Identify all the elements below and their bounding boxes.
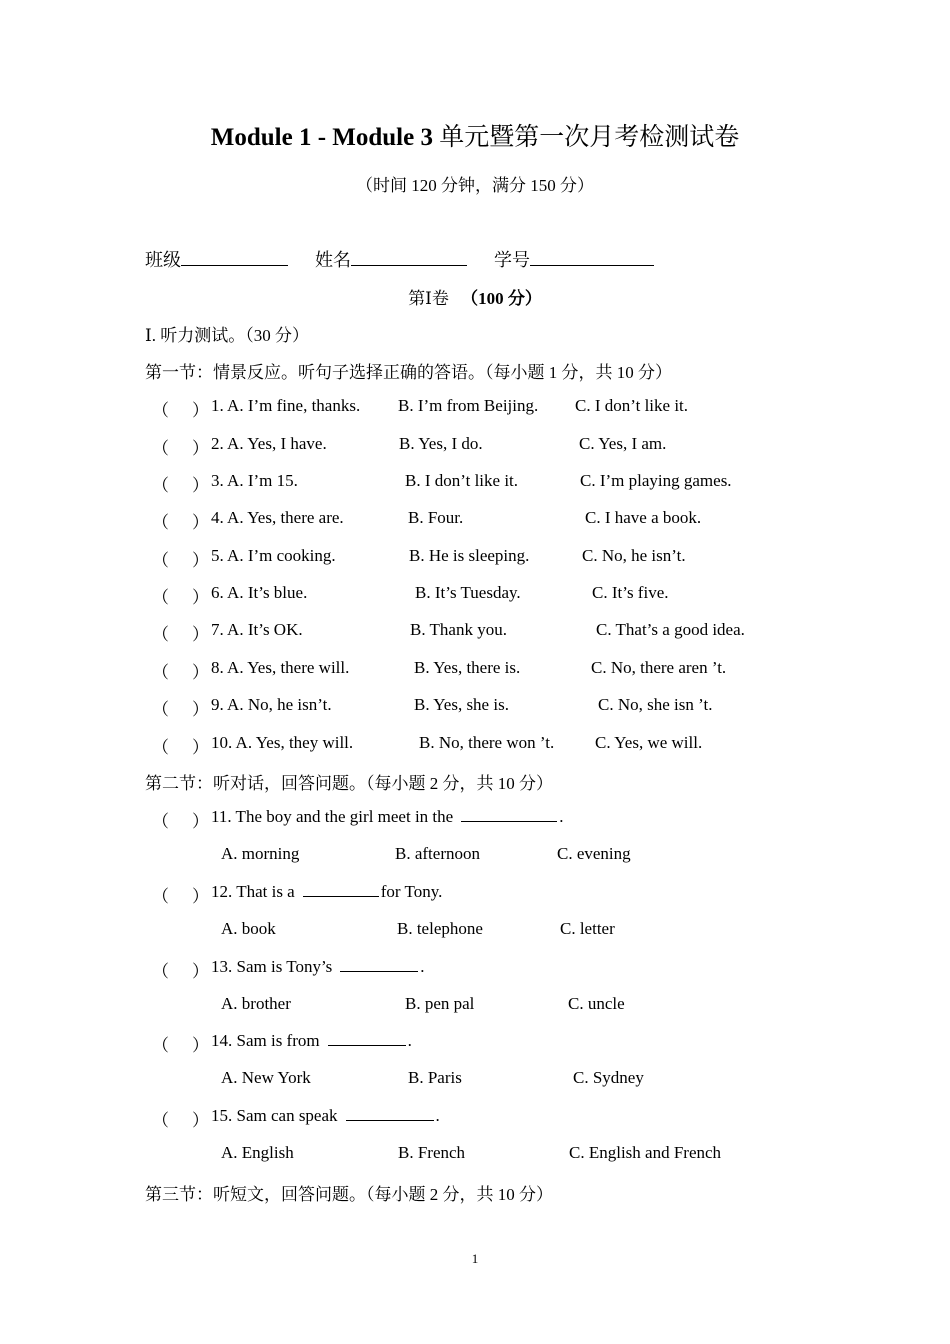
question-stem	[211, 807, 563, 827]
question-option-c: C. Yes, I am.	[579, 434, 667, 453]
question-option-b: B. Yes, there is.	[414, 658, 521, 677]
question-option-b: B. I don’t like it.	[405, 471, 519, 490]
question-option-c: C. English and French	[569, 1143, 722, 1162]
answer-paren-open: （	[152, 401, 169, 420]
answer-paren-close: ）	[192, 625, 209, 644]
question-option-b: B. Yes, I do.	[399, 434, 483, 453]
part-score: （100 分）	[461, 289, 542, 308]
part-label: 第Ⅰ卷	[408, 289, 449, 308]
answer-paren-open: （	[152, 887, 169, 906]
question-option-b: B. No, there won ’t.	[419, 733, 555, 752]
section3-heading: 第三节：听短文，回答问题。（每小题 2 分，共 10 分）	[145, 1185, 553, 1204]
question-stem-text: 11. The boy and the girl meet in the	[211, 807, 454, 826]
class-label: 班级	[145, 250, 181, 270]
question-option-a: 2. A. Yes, I have.	[211, 434, 327, 453]
question-option-b: B. Thank you.	[410, 620, 507, 639]
question-option-b: B. I’m from Beijing.	[398, 396, 539, 415]
question-option-c: C. letter	[560, 919, 615, 938]
answer-paren-open: （	[152, 439, 169, 458]
answer-paren-close: ）	[192, 439, 209, 458]
answer-paren-open: （	[152, 551, 169, 570]
answer-blank[interactable]	[328, 1031, 406, 1046]
section1-heading: 第一节：情景反应。听句子选择正确的答语。（每小题 1 分，共 10 分）	[145, 363, 672, 382]
name-label: 姓名	[315, 250, 351, 270]
answer-paren-close: ）	[192, 887, 209, 906]
question-option-a: 1. A. I’m fine, thanks.	[211, 396, 361, 415]
answer-blank[interactable]	[340, 957, 418, 972]
answer-paren-close: ）	[192, 401, 209, 420]
question-option-a: 6. A. It’s blue.	[211, 583, 308, 602]
question-stem-text: 14. Sam is from	[211, 1031, 320, 1050]
question-option-c: C. No, she isn ’t.	[598, 695, 713, 714]
question-option-a: 3. A. I’m 15.	[211, 471, 298, 490]
question-stem-end: .	[559, 807, 564, 826]
question-stem-text: 13. Sam is Tony’s	[211, 957, 333, 976]
question-option-a: A. New York	[221, 1068, 311, 1087]
question-stem-end: .	[420, 957, 425, 976]
class-field[interactable]	[181, 247, 288, 266]
answer-paren-open: （	[152, 588, 169, 607]
question-stem	[211, 1106, 440, 1126]
question-option-c: C. I don’t like it.	[575, 396, 689, 415]
listening-heading: Ⅰ. 听力测试。（30 分）	[145, 326, 309, 345]
title-english: Module 1 - Module 3	[210, 124, 433, 151]
question-stem-end: .	[435, 1106, 440, 1125]
question-option-c: C. I’m playing games.	[580, 471, 732, 490]
page-title	[0, 117, 950, 153]
answer-paren-close: ）	[192, 1111, 209, 1130]
question-option-a: 7. A. It’s OK.	[211, 620, 303, 639]
question-option-a: 10. A. Yes, they will.	[211, 733, 354, 752]
answer-paren-close: ）	[192, 962, 209, 981]
question-option-c: C. It’s five.	[592, 583, 669, 602]
answer-paren-close: ）	[192, 812, 209, 831]
question-option-a: A. book	[221, 919, 276, 938]
question-option-b: B. Four.	[408, 508, 464, 527]
question-option-b: B. afternoon	[395, 844, 480, 863]
question-option-c: C. Yes, we will.	[595, 733, 703, 752]
question-option-c: C. That’s a good idea.	[596, 620, 745, 639]
question-option-b: B. telephone	[397, 919, 483, 938]
question-option-b: B. Paris	[408, 1068, 462, 1087]
question-option-b: B. pen pal	[405, 994, 475, 1013]
answer-paren-open: （	[152, 513, 169, 532]
number-field[interactable]	[530, 247, 654, 266]
part-heading	[0, 284, 950, 309]
answer-paren-close: ）	[192, 663, 209, 682]
answer-paren-open: （	[152, 663, 169, 682]
question-stem	[211, 957, 425, 977]
answer-paren-close: ）	[192, 700, 209, 719]
question-stem-text: 12. That is a	[211, 882, 295, 901]
name-field[interactable]	[351, 247, 467, 266]
question-option-c: C. I have a book.	[585, 508, 702, 527]
question-option-b: B. It’s Tuesday.	[415, 583, 521, 602]
question-option-a: 9. A. No, he isn’t.	[211, 695, 332, 714]
answer-paren-close: ）	[192, 551, 209, 570]
question-option-c: C. No, he isn’t.	[582, 546, 686, 565]
question-option-c: C. evening	[557, 844, 631, 863]
question-option-b: B. He is sleeping.	[409, 546, 530, 565]
question-option-c: C. uncle	[568, 994, 625, 1013]
question-option-a: A. English	[221, 1143, 294, 1162]
question-option-b: B. French	[398, 1143, 466, 1162]
question-option-b: B. Yes, she is.	[414, 695, 509, 714]
answer-paren-open: （	[152, 700, 169, 719]
answer-paren-open: （	[152, 812, 169, 831]
answer-blank[interactable]	[303, 882, 379, 897]
answer-paren-close: ）	[192, 476, 209, 495]
answer-paren-open: （	[152, 625, 169, 644]
answer-paren-close: ）	[192, 513, 209, 532]
question-option-c: C. No, there aren ’t.	[591, 658, 727, 677]
student-info	[145, 246, 654, 272]
question-stem-end: for Tony.	[380, 882, 443, 901]
answer-paren-open: （	[152, 1111, 169, 1130]
number-label: 学号	[494, 250, 530, 270]
answer-paren-close: ）	[192, 738, 209, 757]
question-option-c: C. Sydney	[573, 1068, 644, 1087]
question-stem	[211, 1031, 412, 1051]
answer-paren-close: ）	[192, 1036, 209, 1055]
question-option-a: A. morning	[221, 844, 300, 863]
question-option-a: 5. A. I’m cooking.	[211, 546, 336, 565]
title-chinese: 单元暨第一次月考检测试卷	[439, 124, 740, 151]
question-stem-text: 15. Sam can speak	[211, 1106, 338, 1125]
question-stem-end: .	[407, 1031, 412, 1050]
question-stem	[211, 882, 442, 902]
section2-heading: 第二节：听对话，回答问题。（每小题 2 分，共 10 分）	[145, 774, 553, 793]
answer-blank[interactable]	[346, 1106, 434, 1121]
answer-paren-open: （	[152, 962, 169, 981]
page-subtitle: （时间 120 分钟，满分 150 分）	[356, 176, 594, 195]
question-option-a: 8. A. Yes, there will.	[211, 658, 350, 677]
answer-paren-open: （	[152, 738, 169, 757]
question-option-a: 4. A. Yes, there are.	[211, 508, 344, 527]
page-number: 1	[471, 1251, 479, 1266]
answer-blank[interactable]	[461, 807, 557, 822]
answer-paren-close: ）	[192, 588, 209, 607]
question-option-a: A. brother	[221, 994, 291, 1013]
answer-paren-open: （	[152, 476, 169, 495]
answer-paren-open: （	[152, 1036, 169, 1055]
